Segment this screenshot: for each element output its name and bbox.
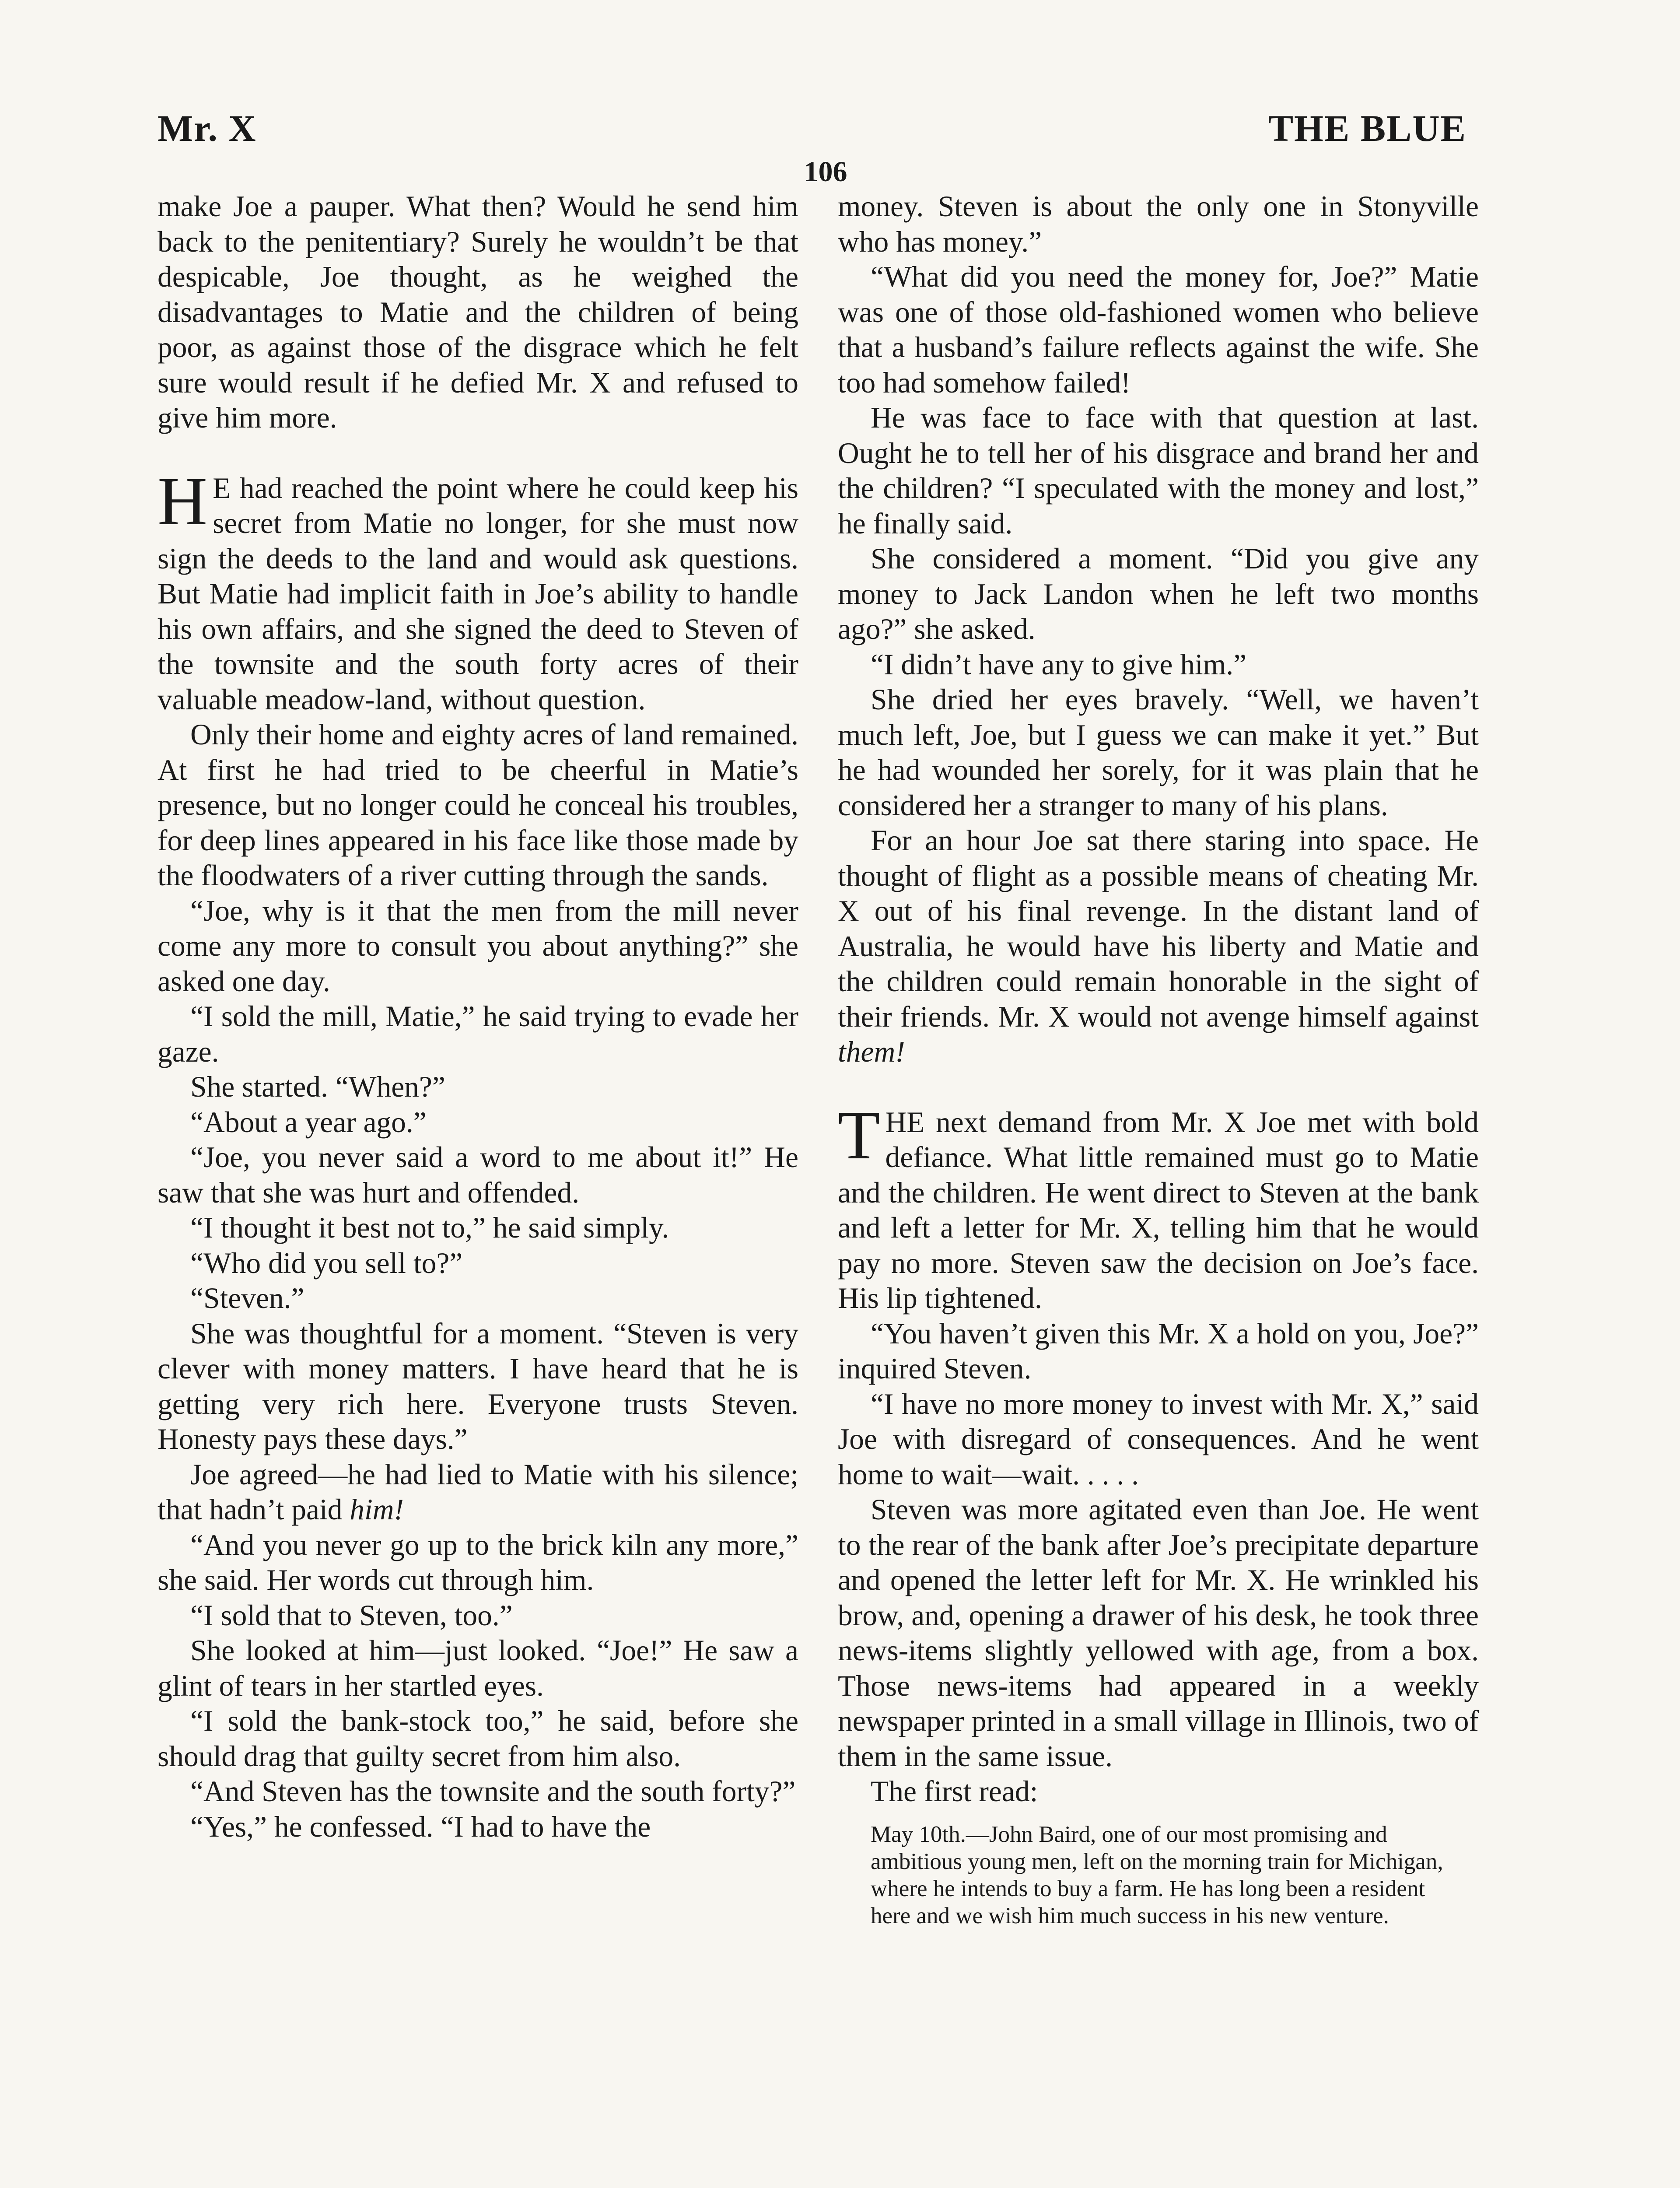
news-clipping: May 10th.—John Baird, one of our most promising and ambitious young men, left on the morning train for Michigan, where he intends to buy a farm. He has long been a resident here and we wish him much success in his new venture. (871, 1821, 1443, 1929)
paragraph (158, 1457, 798, 1528)
italic-emphasis: him! (350, 1493, 404, 1526)
paragraph: She dried her eyes bravely. “Well, we haven’t much left, Joe, but I guess we can make it yet.” But he had wounded her sorely, for it was plain that he considered her a stranger to many of his plans. (838, 683, 1479, 822)
paragraph: Only their home and eighty acres of land remained. At first he had tried to be cheerful in Matie’s presence, but no longer could he conceal his troubles, for deep lines appeared in his face like those made by the floodwaters of a river cutting through the sands. (158, 718, 798, 892)
drop-cap: H (158, 463, 208, 540)
running-header-left: Mr. X (158, 107, 257, 149)
section-start-paragraph (838, 1097, 1479, 1316)
paragraph: She looked at him—just looked. “Joe!” He saw a glint of tears in her startled eyes. (158, 1634, 798, 1702)
paragraph: She was thoughtful for a moment. “Steven is very clever with money matters. I have heard that he is getting very rich here. Everyone trusts Steven. Honesty pays these days.” (158, 1317, 798, 1455)
paragraph: “What did you need the money for, Joe?” Matie was one of those old-fashioned women who believe that a husband’s failure reflects against the wife. She too had somehow failed! (838, 260, 1479, 399)
drop-cap: T (838, 1097, 880, 1174)
paragraph: money. Steven is about the only one in Stonyville who has money.” (838, 190, 1479, 258)
left-column (158, 189, 798, 1844)
paragraph: The first read: (871, 1775, 1038, 1808)
page-number: 106 (804, 156, 847, 188)
paragraph: “Joe, why is it that the men from the mill never come any more to consult you about anything?” she asked one day. (158, 894, 798, 998)
right-column (838, 189, 1479, 1929)
running-header-right: THE BLUE (1268, 107, 1466, 149)
paragraph: “You haven’t given this Mr. X a hold on you, Joe?” inquired Steven. (838, 1317, 1479, 1385)
paragraph (838, 823, 1479, 1070)
paragraph: Steven was more agitated even than Joe. He went to the rear of the bank after Joe’s precipitate departure and opened the letter left for Mr. X. He wrinkled his brow, and, opening a drawer of his desk, he took three news-items slightly yellowed with age, from a box. Those news-items had appeared in a weekly newspaper printed in a small village in Illinois, two of them in the same issue. (838, 1493, 1479, 1773)
paragraph-text: Joe agreed—he had lied to Matie with his silence; that hadn’t paid (158, 1458, 798, 1526)
paragraph: “I sold the mill, Matie,” he said trying to evade her gaze. (158, 1000, 798, 1068)
paragraph: “And Steven has the townsite and the south forty?” (190, 1775, 796, 1808)
paragraph: “I didn’t have any to give him.” (871, 648, 1247, 681)
paragraph-text: E had reached the point where he could keep his secret from Matie no longer, for she must now sign the deeds to the land and would ask questions. But Matie had implicit faith in Joe’s ability to handle his own affairs, and she signed the deed to Steven of the townsite and the south forty acres of their valuable meadow-land, without question. (158, 471, 798, 716)
paragraph: “And you never go up to the brick kiln any more,” she said. Her words cut through him. (158, 1528, 798, 1596)
section-start-paragraph (158, 463, 798, 718)
paragraph-text: HE next demand from Mr. X Joe met with bold defiance. What little remained must go to Matie and the children. He went direct to Steven at the bank and left a letter for Mr. X, telling him that he would pay no more. Steven saw the decision on Joe’s face. His lip tightened. (838, 1105, 1479, 1315)
paragraph: “Yes,” he confessed. “I had to have the (190, 1810, 651, 1843)
paragraph: “I thought it best not to,” he said simply. (190, 1211, 669, 1244)
paragraph: “Joe, you never said a word to me about it!” He saw that she was hurt and offended. (158, 1141, 798, 1209)
paragraph: make Joe a pauper. What then? Would he send him back to the penitentiary? Surely he wouldn’t be that despicable, Joe thought, as he weighed the disadvantages to Matie and the children of being poor, as against those of the disgrace which he felt sure would result if he defied Mr. X and refused to give him more. (158, 190, 798, 434)
paragraph: “Who did you sell to?” (190, 1246, 463, 1280)
paragraph: She started. “When?” (190, 1070, 445, 1103)
paragraph: She considered a moment. “Did you give any money to Jack Landon when he left two months ago?” she asked. (838, 542, 1479, 645)
paragraph: “I sold the bank-stock too,” he said, before she should drag that guilty secret from him also. (158, 1704, 798, 1773)
paragraph: “Steven.” (190, 1282, 304, 1315)
paragraph: “I have no more money to invest with Mr. X,” said Joe with disregard of consequences. And he went home to wait—wait. . . . . (838, 1387, 1479, 1491)
paragraph: “I sold that to Steven, too.” (190, 1599, 513, 1632)
italic-emphasis: them! (838, 1035, 905, 1068)
paragraph: He was face to face with that question at last. Ought he to tell her of his disgrace and brand her and the children? “I speculated with the money and lost,” he finally said. (838, 401, 1479, 540)
paragraph: “About a year ago.” (190, 1105, 427, 1139)
paragraph-text: For an hour Joe sat there staring into space. He thought of flight as a possible means of cheating Mr. X out of his final revenge. In the distant land of Australia, he would have his liberty and Matie and the children could remain honorable in the sight of their friends. Mr. X would not avenge himself against (838, 824, 1479, 1033)
